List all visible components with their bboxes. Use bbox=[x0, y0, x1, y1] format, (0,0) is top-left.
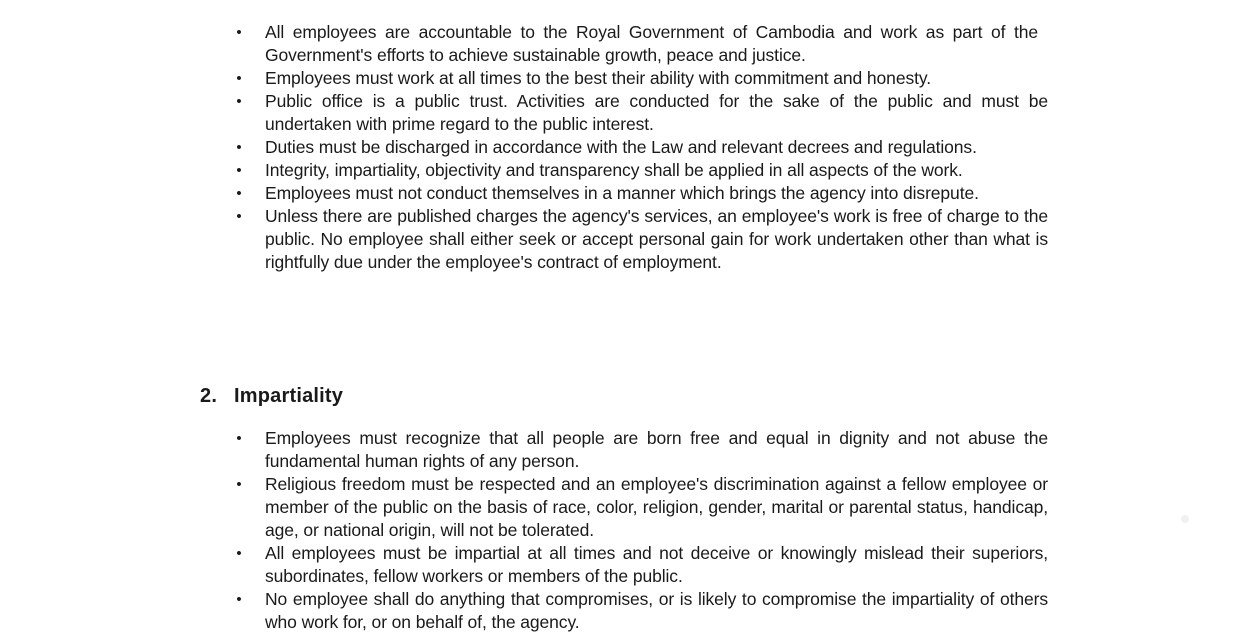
list-item-text: All employees are accountable to the Royal Government of Cambodia and work as part of the Government's efforts to achieve sustainable growth, peace and justice. bbox=[265, 22, 1038, 65]
bullet-icon: • bbox=[236, 70, 242, 87]
impartiality-bullet-list bbox=[233, 427, 1048, 634]
list-item bbox=[233, 427, 1048, 473]
accountability-bullet-list bbox=[233, 21, 1048, 274]
bullet-icon: • bbox=[236, 208, 242, 225]
section-number: 2. bbox=[200, 385, 218, 407]
bullet-icon: • bbox=[236, 162, 242, 179]
bullet-icon: • bbox=[236, 185, 242, 202]
list-item-text: All employees must be impartial at all times and not deceive or knowingly mislead their superiors, subordinates, fellow workers or members of the public. bbox=[265, 543, 1048, 586]
bullet-icon: • bbox=[236, 24, 242, 41]
list-item bbox=[233, 90, 1048, 136]
bullet-icon: • bbox=[236, 93, 242, 110]
list-item bbox=[233, 588, 1048, 634]
bullet-icon: • bbox=[236, 430, 242, 447]
list-item-text: Integrity, impartiality, objectivity and transparency shall be applied in all aspects of the work. bbox=[265, 160, 963, 180]
list-item bbox=[233, 136, 1048, 159]
list-item-text: Unless there are published charges the agency's services, an employee's work is free of charge to the public. No employee shall either seek or accept personal gain for work undertaken other than what is rightfully due under the employee's contract of employment. bbox=[265, 206, 1048, 272]
list-item bbox=[233, 159, 1048, 182]
bullet-icon: • bbox=[236, 545, 242, 562]
scan-smudge bbox=[1181, 515, 1189, 523]
list-item bbox=[233, 473, 1048, 542]
bullet-icon: • bbox=[236, 476, 242, 493]
section-heading-impartiality bbox=[200, 383, 343, 409]
list-item bbox=[233, 182, 1048, 205]
section-title: Impartiality bbox=[234, 385, 344, 407]
list-item bbox=[233, 21, 1048, 67]
list-item bbox=[233, 542, 1048, 588]
list-item-text: Employees must recognize that all people are born free and equal in dignity and not abuse the fundamental human rights of any person. bbox=[265, 428, 1048, 471]
list-item-text: Employees must not conduct themselves in a manner which brings the agency into disrepute. bbox=[265, 183, 979, 203]
bullet-icon: • bbox=[236, 139, 242, 156]
list-item-text: No employee shall do anything that compromises, or is likely to compromise the impartiality of others who work for, or on behalf of, the agency. bbox=[265, 589, 1048, 632]
list-item-text: Duties must be discharged in accordance with the Law and relevant decrees and regulations. bbox=[265, 137, 977, 157]
list-item bbox=[233, 205, 1048, 274]
list-item-text: Employees must work at all times to the best their ability with commitment and honesty. bbox=[265, 68, 931, 88]
list-item bbox=[233, 67, 1048, 90]
list-item-text: Religious freedom must be respected and an employee's discrimination against a fellow employee or member of the public on the basis of race, color, religion, gender, marital or parental status, handicap, age, or national origin, will not be tolerated. bbox=[265, 474, 1048, 540]
bullet-icon: • bbox=[236, 591, 242, 608]
list-item-text: Public office is a public trust. Activities are conducted for the sake of the public and must be undertaken with prime regard to the public interest. bbox=[265, 91, 1048, 134]
